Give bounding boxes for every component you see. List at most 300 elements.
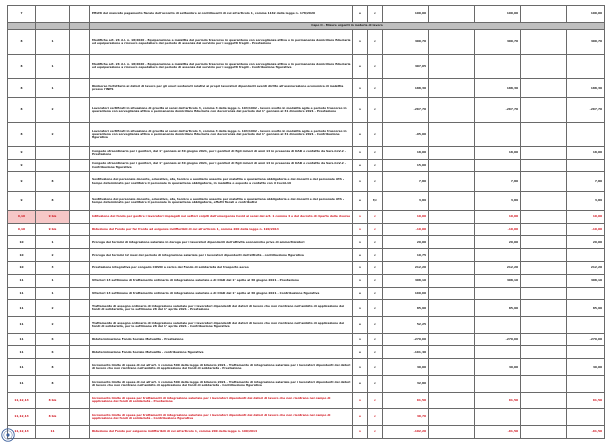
cell-article [8,146,36,159]
cell-value-3-text: 85,90 [508,306,518,310]
cell-type-b [368,236,383,249]
cell-blank [70,375,90,392]
cell-description-text: Riduzione del Fondo per far fronte ad esigenze indifferibili di cui all'articolo 1, comma 200 della legge n. 190/2014 [92,227,279,231]
cell-article-text: 11,12,13 [14,430,29,434]
cell-value-1 [383,6,429,23]
cell-article-text: 11 [19,365,24,369]
cell-value-3-text: 29,00 [508,240,518,244]
cell-value-1 [383,98,429,122]
cell-type-a-text: s [359,398,361,402]
cell-article-text: 11,12,13 [14,398,29,402]
cell-article [8,359,36,376]
cell-comma-text: 1 [51,240,54,244]
cell-type-a-text: e [359,132,361,136]
cell-value-4 [521,392,567,409]
cell-value-1 [383,172,429,191]
cell-value-3 [475,300,521,317]
cell-value-5-text: 212,20 [590,266,602,270]
cell-type-a-text: e [359,382,361,386]
cell-article-text: 10 [19,253,24,257]
cell-value-3 [475,146,521,159]
cell-description [90,317,353,334]
cell-value-5 [567,159,605,172]
cell-comma-text: 3 [51,266,54,270]
cell-type-a-text: s [359,430,361,434]
cell-value-4 [521,375,567,392]
cell-type-a-text: e [359,291,361,295]
cell-description [90,274,353,287]
cell-value-1 [383,54,429,78]
cell-value-1-text: 40,70 [416,415,426,419]
cell-blank [70,159,90,172]
cell-type-b-text: c [374,291,376,295]
cell-value-1 [383,333,429,346]
cell-value-4 [521,146,567,159]
cell-comma [36,249,70,262]
cell-type-a-text: e [359,163,361,167]
cell-type-b-text: c [374,382,376,386]
cell-value-3 [475,172,521,191]
cell-value-3-text: 18,00 [508,151,518,155]
cell-value-3 [475,425,521,438]
cell-blank [70,6,90,23]
cell-value-3-text: 61,50 [508,398,518,402]
cell-value-5 [567,392,605,409]
cell-value-1-text: 49,00 [416,365,426,369]
cell-comma-text: 8 [51,199,54,203]
cell-value-5 [567,210,605,223]
cell-type-a-text: s [359,108,361,112]
cell-value-4 [521,98,567,122]
cell-article-text: 8 [20,86,23,90]
cell-value-1 [383,78,429,97]
cell-blank [70,98,90,122]
table-row [8,425,605,438]
cell-article [8,262,36,275]
cell-type-a-text: s [359,240,361,244]
cell-comma [36,159,70,172]
table-row [8,249,605,262]
cell-comma [36,425,70,438]
cell-type-a [353,287,368,300]
cell-type-a-text: s [359,306,361,310]
cell-type-b-text: c [374,338,376,342]
cell-comma-text: 1 [51,40,54,44]
cell-comma-text: 1 [51,64,54,68]
cell-value-3-text: 49,00 [508,365,518,369]
cell-value-3 [475,54,521,78]
table-row [8,98,605,122]
cell-type-a-text: e [359,199,361,203]
cell-value-5 [567,54,605,78]
cell-article-text: 8 [20,108,23,112]
cell-comma [36,223,70,236]
cell-value-3 [475,359,521,376]
section-header-row [8,22,605,30]
cell-type-b [368,346,383,359]
cell-type-a [353,359,368,376]
cell-blank [70,392,90,409]
cell-article [8,346,36,359]
cell-type-b [368,375,383,392]
cell-description [90,6,353,23]
cell-type-b-text: c [374,179,376,183]
cell-comma [36,262,70,275]
cell-type-b [368,54,383,78]
cell-value-3 [475,6,521,23]
table-row [8,6,605,23]
cell-description-text: Modifiche art. 26 d.l. n. 18/2020 - Equiparazione a malattia del periodo trascorso in quarantena con sorveglianza attiva o in permanenza domiciliare fiduciaria ed equiparazione a ricovero ospedaliero del periodo di assenza dal servizio per i soggetti fragili - Contribuzione figurativa [92,63,351,70]
cell-article [8,249,36,262]
cell-description-text: Proroga dei termini di integrazione salariale in deroga per i lavoratori dipendenti dell'attività economiche prive di ammortizzatori [92,240,305,244]
cell-value-3 [475,159,521,172]
cell-value-5 [567,191,605,210]
table-row [8,146,605,159]
cell-value-5 [567,223,605,236]
cell-type-b-text: c [374,132,376,136]
cell-value-3-text: 408,10 [506,279,518,283]
cell-comma [36,6,70,23]
cell-type-a [353,210,368,223]
cell-type-b [368,6,383,23]
cell-value-3 [475,98,521,122]
cell-description [90,191,353,210]
cell-article [8,274,36,287]
cell-value-1 [383,30,429,54]
cell-comma-text: 2 [51,306,54,310]
cell-description [90,98,353,122]
cell-type-a-text: e [359,350,361,354]
cell-type-a [353,333,368,346]
cell-value-2 [429,159,475,172]
cell-value-4 [521,30,567,54]
cell-value-1-text: 212,20 [414,266,426,270]
cell-value-2 [429,78,475,97]
cell-blank [70,317,90,334]
cell-description-text: Incremento limite di spesa di cui all'art. 1 comma 500 della legge di bilancio 2021 - Trattamento di integrazione salariale per i lavoratori dipendenti dei datori di lavoro che non rientrano nell'ambito di applicazione dei fondi di solidarietà - Contribuzione figurativa [92,380,351,387]
cell-value-5 [567,98,605,122]
cell-type-a [353,346,368,359]
cell-description-text: Congedo straordinario per i genitori, dal 1° gennaio al 30 giugno 2021, per i genitori di figli minori di anni 14 in presenza di DAD o contatto da Sars-CoV-2 - Prestazione [92,149,346,156]
cell-value-3 [475,375,521,392]
cell-value-5 [567,333,605,346]
table-row [8,375,605,392]
table-row [8,300,605,317]
cell-value-3 [475,287,521,300]
cell-value-4 [521,409,567,426]
cell-value-2 [429,249,475,262]
cell-value-1 [383,274,429,287]
cell-type-a-text: e [359,415,361,419]
cell-value-3 [475,346,521,359]
cell-value-5 [567,249,605,262]
cell-comma-text: 2 [51,108,54,112]
cell-value-1-text: 32,80 [416,382,426,386]
cell-value-2 [429,359,475,376]
cell-comma-text: 11 [50,430,55,434]
cell-blank [70,300,90,317]
cell-value-4 [521,425,567,438]
cell-value-3-text: 212,20 [506,266,518,270]
cell-comma-text: 1 [51,291,54,295]
cell-type-b [368,262,383,275]
cell-value-5 [567,172,605,191]
cell-value-3 [475,262,521,275]
cell-description [90,122,353,146]
cell-article-text: 9,10 [17,227,26,231]
cell-type-a [353,223,368,236]
cell-description-text: Congedo straordinario per i genitori, dal 1° gennaio al 30 giugno 2021, per i genitori di figli minori di anni 14 in presenza di DAD o contatto da Sars-CoV-2 - Contribuzione figurativa [92,162,346,169]
cell-comma-text: 8 [51,179,54,183]
cell-type-b [368,249,383,262]
cell-description-text: Rideterminazione Fondo Sociale Mutualità - contribuzione figurativa [92,350,204,354]
cell-article [8,300,36,317]
cell-blank [70,30,90,54]
cell-value-3-text: -279,60 [505,338,518,342]
cell-comma-text: 8 [51,382,54,386]
cell-value-1 [383,317,429,334]
cell-article-text: 8 [20,132,23,136]
cell-value-1 [383,210,429,223]
cell-type-a [353,274,368,287]
cell-value-1-text: 100,00 [414,12,426,16]
cell-article-text: 10 [19,240,24,244]
cell-type-a [353,122,368,146]
cell-value-1-text: 29,00 [416,240,426,244]
cell-value-1 [383,425,429,438]
cell-article-text: 9 [20,151,23,155]
table-row [8,274,605,287]
cell-comma [36,375,70,392]
cell-value-1-text: 188,30 [414,86,426,90]
cell-value-2 [429,425,475,438]
cell-description [90,210,353,223]
cell-value-5-text: 100,00 [590,12,602,16]
cell-description-text: Sostituzione del personale docente, educativo, ata, tecnico e ausiliario assente per malattia o quarantena obbligatoria e dei docenti e del personale ATA - tempo determinato per sostituire il personale in quarantena obbligatoria, effetti fiscali e contributivi [92,197,345,204]
cell-value-5 [567,375,605,392]
cell-type-b [368,172,383,191]
cell-value-5-text: 85,90 [592,306,602,310]
cell-comma-text: 1 [51,279,54,283]
cell-article [8,159,36,172]
cell-type-a-text: e [359,323,361,327]
cell-value-2 [429,300,475,317]
cell-value-5 [567,78,605,97]
cell-blank [70,236,90,249]
cell-type-b [368,287,383,300]
cell-value-1 [383,223,429,236]
cell-comma [36,30,70,54]
cell-comma [36,300,70,317]
cell-comma [36,191,70,210]
cell-value-4 [521,6,567,23]
cell-article [8,317,36,334]
cell-type-b-text: c [374,12,376,16]
table-row [8,172,605,191]
seal-stamp [1,428,15,442]
cell-type-b [368,78,383,97]
cell-value-4 [521,78,567,97]
cell-comma [36,78,70,97]
cell-article [8,122,36,146]
cell-value-3-text: -10,00 [507,227,518,231]
cell-value-1-text: -279,60 [413,338,426,342]
cell-description [90,375,353,392]
cell-article [8,287,36,300]
cell-comma-text: 9 bis [48,215,57,219]
cell-type-a [353,159,368,172]
cell-blank [70,249,90,262]
cell-description [90,172,353,191]
cell-type-b [368,317,383,334]
cell-value-4 [521,333,567,346]
cell-description [90,409,353,426]
cell-type-a [353,172,368,191]
cell-value-5 [567,409,605,426]
cell-type-b-text: c [374,365,376,369]
cell-comma [36,359,70,376]
cell-type-a [353,236,368,249]
cell-value-4 [521,262,567,275]
cell-blank [70,425,90,438]
cell-type-a [353,54,368,78]
cell-description-text: Rimborso forfettario ai datori di lavoro per gli oneri sostenuti relativi ai propri lavoratori dipendenti aventi diritto all'assicurazione economica di malattia presso l'INPS [92,84,344,92]
cell-value-1 [383,300,429,317]
cell-value-3 [475,223,521,236]
cell-blank [70,274,90,287]
cell-value-4 [521,274,567,287]
cell-article-text: 7 [20,12,23,16]
cell-value-5-text: 7,80 [594,179,602,183]
cell-value-5 [567,274,605,287]
cell-value-1-text: -95,00 [415,132,426,136]
table-row [8,78,605,97]
cell-value-1-text: 10,00 [416,215,426,219]
table-row [8,191,605,210]
cell-value-5-text: 408,10 [590,279,602,283]
cell-type-b-text: c [374,415,376,419]
cell-type-b [368,392,383,409]
cell-value-1-text: 3,89 [418,199,426,203]
cell-type-b-text: c [374,266,376,270]
cell-type-b-text: c [374,151,376,155]
cell-value-1 [383,346,429,359]
cell-value-4 [521,287,567,300]
cell-value-3 [475,274,521,287]
cell-value-5-text: 188,30 [590,86,602,90]
cell-article-text: 11 [19,382,24,386]
cell-type-b-text: c [374,430,376,434]
cell-type-a [353,191,368,210]
cell-type-b [368,359,383,376]
cell-description [90,236,353,249]
cell-value-4 [521,236,567,249]
cell-type-a-text: e [359,64,361,68]
cell-description-text: Prestazione integrativa per congedo COVID a carico del Fondo di solidarietà del trasporto aereo [92,266,249,270]
cell-description [90,30,353,54]
cell-value-3 [475,236,521,249]
cell-type-a [353,262,368,275]
cell-value-3-text: 3,89 [510,199,518,203]
cell-value-3 [475,392,521,409]
cell-description-text: Trattamento di assegno ordinario di integrazione salariale per i lavoratori dipendenti dei datori di lavoro che non rientrano nell'ambito di applicazione dei fondi di solidarietà, per le settimane 28 dal 1° aprile 2021 - Prestazione [92,305,345,312]
cell-value-1-text: 7,80 [418,179,426,183]
cell-value-2 [429,409,475,426]
cell-type-b [368,159,383,172]
cell-comma [36,287,70,300]
cell-type-b [368,300,383,317]
cell-value-1-text: -10,00 [415,227,426,231]
table-row [8,159,605,172]
cell-comma [36,98,70,122]
cell-value-5-text: 10,00 [592,215,602,219]
cell-type-b [368,146,383,159]
cell-article-text: 11 [19,338,24,342]
cell-article [8,333,36,346]
cell-blank [70,146,90,159]
cell-description [90,54,353,78]
cell-article-text: 8 [20,64,23,68]
cell-description-text: Incremento limite di spesa per trattamenti di integrazione salariale per i lavoratori dipendenti dei datori di lavoro che non rientrano nel campo di applicazione dei fondi di solidarietà - Prestazione [92,397,331,404]
cell-type-b [368,333,383,346]
cell-type-a-text: s [359,40,361,44]
cell-value-3 [475,317,521,334]
cell-comma-text: 6 [51,350,54,354]
cell-type-a-text: s [359,179,361,183]
cell-value-4 [521,191,567,210]
cell-value-3-text: 400,70 [506,40,518,44]
cell-value-1-text: 10,75 [416,253,426,257]
cell-value-1-text: 160,60 [414,291,426,295]
cell-type-a [353,392,368,409]
cell-type-b [368,274,383,287]
cell-type-b [368,210,383,223]
cell-description-text: Lavoratori certificati in situazione di gravità ai sensi dell'articolo 3, comma 3 della legge n. 104/1992 - lavoro svolto in modalità agile e periodo trascorso in quarantena con sorveglianza attiva o permanenza domiciliare fiduciaria con decorrenza dal periodo dal 1° gennaio al 31 dicembre 2021 - Prestazione [92,106,347,113]
cell-comma [36,236,70,249]
cell-value-1 [383,262,429,275]
cell-comma [36,317,70,334]
cell-description-text: Ulteriori 13 settimane di trattamento ordinario di integrazione salariale e di CIGD dal 1° aprile al 30 giugno 2021 - Prestazione [92,279,299,283]
cell-value-1-text: -161,40 [413,350,426,354]
table-row [8,287,605,300]
cell-comma-text: 2 [51,253,54,257]
cell-value-2 [429,392,475,409]
cell-value-2 [429,54,475,78]
cell-description-text: Modifiche art. 26 d.l. n. 18/2020 - Equiparazione a malattia del periodo trascorso in quarantena con sorveglianza attiva o in permanenza domiciliare fiduciaria ed equiparazione a ricovero ospedaliero del periodo di assenza dal servizio per i soggetti fragili - Prestazione [92,38,351,45]
cell-type-b-text: c [374,108,376,112]
cell-comma [36,146,70,159]
cell-value-4 [521,223,567,236]
cell-value-4 [521,317,567,334]
cell-value-4 [521,172,567,191]
cell-comma-text: 8 bis [48,398,57,402]
cell-type-b-text: c [374,86,376,90]
cell-blank [70,54,90,78]
cell-value-2 [429,210,475,223]
table-row [8,54,605,78]
cell-article [8,409,36,426]
cell-type-a-text: s [359,86,361,90]
cell-value-3-text: 188,30 [506,86,518,90]
cell-value-2 [429,375,475,392]
cell-comma [36,210,70,223]
cell-value-3-text: 100,00 [506,12,518,16]
cell-value-2 [429,262,475,275]
cell-value-5 [567,346,605,359]
cell-type-a-text: s [359,227,361,231]
table-row [8,262,605,275]
cell-value-1-text: 407,05 [414,64,426,68]
